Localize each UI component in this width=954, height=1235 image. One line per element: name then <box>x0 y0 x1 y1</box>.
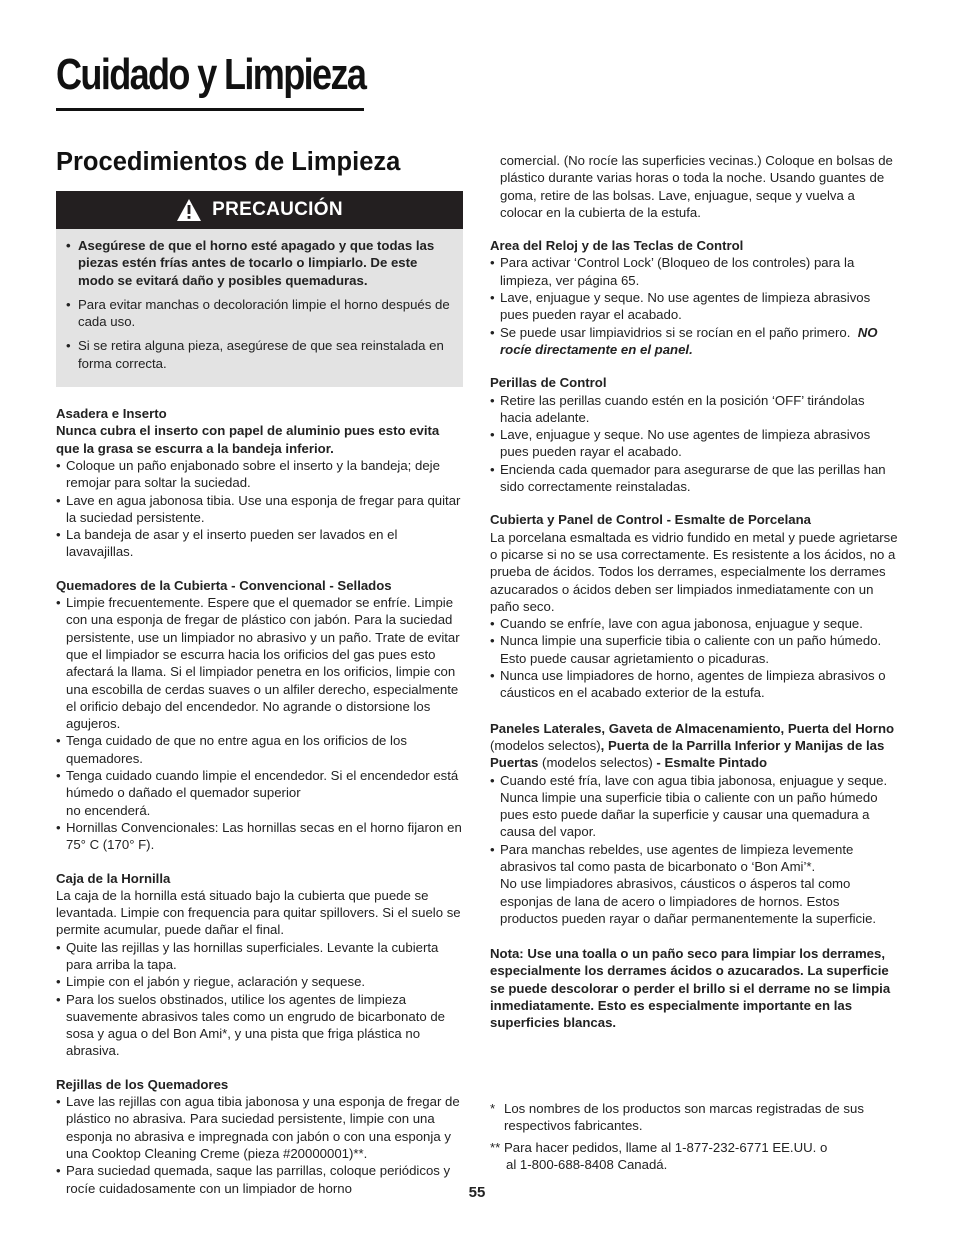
list-item: • Retire las perillas cuando estén en la posición ‘OFF’ tirándolas hacia adelante. <box>490 392 898 427</box>
list-item: • Tenga cuidado de que no entre agua en los orificios de los quemadores. <box>56 732 463 767</box>
list-item: • Cuando se enfríe, lave con agua jabonosa, enjuague y seque. <box>490 615 898 632</box>
section-heading: Area del Reloj y de las Teclas de Control <box>490 238 744 254</box>
section-heading: Asadera e Inserto <box>56 406 167 422</box>
page-title: Cuidado y Limpieza <box>56 50 366 99</box>
list-item: • Nunca limpie una superficie tibia o caliente con un paño húmedo. Esto puede causar agrietamiento o picaduras. <box>490 632 898 667</box>
caution-title: PRECAUCIÓN <box>212 199 343 221</box>
bullet-list <box>490 772 898 928</box>
section-intro: La caja de la hornilla está situado bajo la cubierta que puede se levantada. Limpie con frequencia para quitar spillovers. Si el suelo se permite acumular, puede dañar el final. <box>56 887 461 938</box>
list-item-text: Para manchas rebeldes, use agentes de limpieza levemente abrasivos tal como pasta de bicarbonato o ‘Bon Ami’*. <box>500 841 854 874</box>
section-paneles <box>490 720 898 928</box>
footnote-mark: * <box>490 1101 496 1116</box>
caution-item: • Si se retira alguna pieza, asegúrese de que sea reinstalada en forma correcta. <box>66 337 451 372</box>
section-heading <box>490 720 898 772</box>
heading-note: (modelos selectos) <box>538 755 653 771</box>
footnotes <box>490 1100 898 1173</box>
section-caja <box>56 870 463 1060</box>
section-heading: Caja de la Hornilla <box>56 870 171 886</box>
list-item: • Para suciedad quemada, saque las parrillas, coloque periódicos y rocíe cuidadosamente con un limpiador de horno <box>56 1162 463 1197</box>
section-heading: Rejillas de los Quemadores <box>56 1076 229 1092</box>
section-asadera <box>56 405 463 561</box>
list-item: • Coloque un paño enjabonado sobre el inserto y la bandeja; deje remojar para soltar la suciedad. <box>56 457 463 492</box>
section-perillas <box>490 374 898 495</box>
section-heading: Cubierta y Panel de Control - Esmalte de Porcelana <box>490 512 811 528</box>
heading-part: , Puerta de la Parrilla Inferior y Manijas de las Puertas <box>490 737 885 771</box>
section-rejillas <box>56 1076 463 1197</box>
list-item-continuation: No use limpiadores abrasivos, cáusticos o ásperos tal como esponjas de lana de acero o limpiadores de hornos. Estos productos pueden rayar o dañar permanentemente la superficie. <box>500 876 877 926</box>
list-item: • Hornillas Convencionales: Las hornillas secas en el horno fijaron en 75° C (170° F). <box>56 819 463 854</box>
bullet-list <box>490 392 898 496</box>
section-intro: La porcelana esmaltada es vidrio fundido en metal y puede agrietarse o picarse si no se usa correctamente. Es resistente a los ácidos, no a prueba de ácidos. Todos los derrames, especialmente los derrames azucarados o ácidos deben ser limpiados inmediatamente con un paño seco. <box>490 529 898 614</box>
section-title: Procedimientos de Limpieza <box>56 148 401 176</box>
section-heading: Quemadores de la Cubierta - Convencional - Sellados <box>56 577 392 593</box>
list-item <box>490 841 898 927</box>
list-item-emphasis: NO rocíe directamente en el panel. <box>500 324 878 357</box>
footnote <box>490 1139 898 1174</box>
left-column <box>56 191 463 1213</box>
bullet-list <box>490 615 898 701</box>
section-rejillas-continued <box>490 152 898 221</box>
list-item: • Para los suelos obstinados, utilice los agentes de limpieza suavemente abrasivos tales como un engrudo de bicarbonato de sosa y agua o del Bon Ami*, y una pista que friga plástica no abrasiva. <box>56 991 463 1060</box>
footnote-mark: ** <box>490 1139 501 1155</box>
bullet-list <box>56 457 463 561</box>
bullet-list <box>56 1093 463 1197</box>
title-underline <box>56 108 364 111</box>
caution-list <box>56 229 463 372</box>
section-heading: Perillas de Control <box>490 375 607 391</box>
caution-box <box>56 191 463 387</box>
list-item: • Limpie con el jabón y riegue, aclaración y sequese. <box>56 973 463 990</box>
list-item: • Quite las rejillas y las hornillas superficiales. Levante la cubierta para arriba la tapa. <box>56 939 463 974</box>
section-quemadores <box>56 577 463 854</box>
list-item: • Lave, enjuague y seque. No use agentes de limpieza abrasivos pues pueden rayar el acabado. <box>490 426 898 461</box>
list-item: • La bandeja de asar y el inserto pueden ser lavados en el lavavajillas. <box>56 526 463 561</box>
list-item: • Lave las rejillas con agua tibia jabonosa y una esponja de fregar de plástico no abrasiva. Para suciedad persistente, limpie con una esponja no abrasiva e impregnada con jabón o con una esponja y una Cooktop Cleaning Creme (pieza #20000001)**. <box>56 1093 463 1162</box>
section-warning: Nunca cubra el inserto con papel de aluminio pues esto evita que la grasa se escurra a la bandeja inferior. <box>56 423 440 456</box>
caution-item: • Asegúrese de que el horno esté apagado y que todas las piezas estén frías antes de tocarlo o limpiarlo. De este modo se evitará daño y posibles quemaduras. <box>66 237 451 289</box>
heading-part: - Esmalte Pintado <box>652 755 768 771</box>
list-item: • Nunca use limpiadores de horno, agentes de limpieza abrasivos o cáusticos en el acabado exterior de la estufa. <box>490 667 898 702</box>
bullet-list <box>490 254 898 358</box>
list-item: • Lave en agua jabonosa tibia. Use una esponja de fregar para quitar la suciedad persistente. <box>56 492 463 527</box>
note-paragraph: Nota: Use una toalla o un paño seco para limpiar los derrames, especialmente los derrames ácidos o azucarados. La superficie se puede descolorar o perder el brillo si el derrame no se limpia inmediatamente. Esto es especialmente importante en las superficies blancas. <box>490 946 891 1031</box>
list-item-text: Se puede usar limpiavidrios si se rocían en el paño primero. <box>500 324 851 340</box>
list-item <box>56 767 463 819</box>
caution-item: • Para evitar manchas o decoloración limpie el horno después de cada uso. <box>66 296 451 331</box>
right-column <box>490 152 898 1032</box>
page-number: 55 <box>468 1184 486 1201</box>
bullet-list <box>56 939 463 1060</box>
list-item <box>490 324 898 359</box>
list-item-continuation: no encenderá. <box>66 802 151 818</box>
list-item-text: Tenga cuidado cuando limpie el encendedor. Si el encendedor está húmedo o dañado el quemador superior <box>66 768 459 801</box>
section-reloj <box>490 237 898 358</box>
caution-header <box>56 191 463 229</box>
heading-part: Paneles Laterales, Gaveta de Almacenamiento, Puerta del Horno <box>490 720 895 736</box>
list-item: • Limpie frecuentemente. Espere que el quemador se enfríe. Limpie con una esponja de fregar de plástico con jabón. Para la suciedad persistente, use un limpiador no abrasivo y un paño. Trate de evitar que el limpiador se escurra hacia los orificios del gas pues esto afectará la llama. Si el limpiador penetra en los orificios, limpie con una escobilla de cerdas suaves o un alfiler derecho, especialmente el orificio debajo del encendedor. No agrande o distorsione los agujeros. <box>56 594 463 732</box>
list-item: • Para activar ‘Control Lock’ (Bloqueo de los controles) para la limpieza, ver página 65. <box>490 254 898 289</box>
list-item: • Encienda cada quemador para asegurarse de que las perillas han sido correctamente reinstaladas. <box>490 461 898 496</box>
footnote-continuation: al 1-800-688-8408 Canadá. <box>506 1156 668 1172</box>
list-item-continuation: comercial. (No rocíe las superficies vecinas.) Coloque en bolsas de plástico durante varias horas o toda la noche. Usando guantes de goma, retire de las bolsas. Lave, enjuague, seque y vuelva a colocar en la cubierta de la estufa. <box>500 153 893 220</box>
footnote-text: Los nombres de los productos son marcas registradas de sus respectivos fabricantes. <box>504 1101 864 1134</box>
warning-triangle-icon <box>176 198 202 222</box>
footnote-text: Para hacer pedidos, llame al 1-877-232-6771 EE.UU. o <box>504 1139 828 1155</box>
bullet-list <box>56 594 463 853</box>
list-item: • Lave, enjuague y seque. No use agentes de limpieza abrasivos pues pueden rayar el acabado. <box>490 289 898 324</box>
list-item: • Cuando esté fría, lave con agua tibia jabonosa, enjuague y seque. Nunca limpie una superficie tibia o caliente con un paño húmedo pues esto puede dañar la superficie y causar una quemadura a causa del vapor. <box>490 772 898 841</box>
heading-note: (modelos selectos) <box>490 737 601 753</box>
section-cubierta <box>490 511 898 701</box>
footnote <box>490 1100 898 1135</box>
